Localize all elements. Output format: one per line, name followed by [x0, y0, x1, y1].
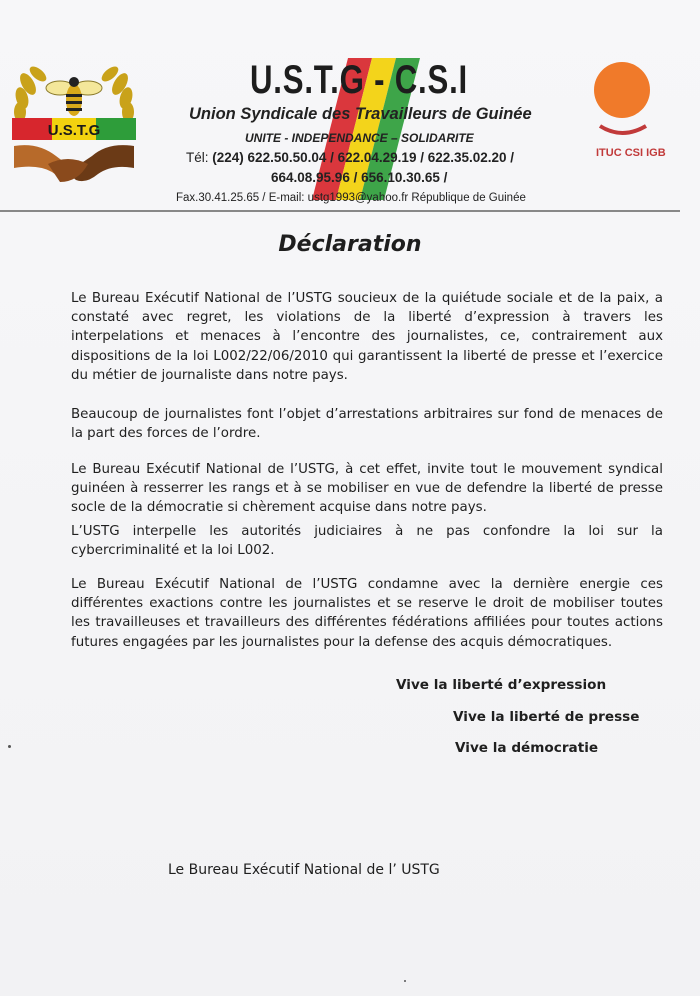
phone-label: Tél:	[186, 150, 209, 165]
ituc-logo-label: ITUC CSI IGB	[596, 147, 666, 159]
fax-email-line: Fax.30.41.25.65 / E-mail: ustg1993@yahoo.fr République de Guinée	[176, 192, 526, 204]
header-title: U.S.T.G - C.S.I	[250, 58, 468, 102]
phone-numbers-1: (224) 622.50.50.04 / 622.04.29.19 / 622.35.02.20 /	[212, 150, 515, 165]
paragraph-5: Le Bureau Exécutif National de l’USTG condamne avec la dernière energie ces différentes exactions contre les journalistes et se reserve le droit de mobiliser toutes les travailleuses et travailleurs des différentes fédérations affiliées pour toutes actions futures engagées par les journalistes pour la defense des acquis démocratiques.	[71, 577, 663, 650]
paragraph-4: L’USTG interpelle les autorités judiciaires à ne pas confondre la loi sur la cybercriminalité et la loi L002.	[71, 524, 663, 559]
ustg-logo-text: U.S.T.G	[47, 122, 101, 139]
scan-speck	[8, 745, 11, 748]
ustg-logo	[8, 64, 140, 196]
slogan-expression: Vive la liberté d’expression	[396, 677, 607, 693]
scan-speck	[404, 980, 406, 982]
paragraph-1: Le Bureau Exécutif National de l’USTG soucieux de la quiétude sociale et de la paix, a constaté avec regret, les violations de la liberté d’expression à travers les interpelations et menaces à l’encontre des journalistes, ce, contrairement aux dispositions de la loi L002/22/06/2010 qui garantissent la liberté de presse et l’exercice du métier de journaliste dans notre pays.	[71, 291, 663, 383]
union-name: Union Syndicale des Travailleurs de Guinée	[189, 105, 532, 123]
signature: Le Bureau Exécutif National de l’ USTG	[168, 862, 440, 878]
slogan-democratie: Vive la démocratie	[455, 740, 599, 756]
paragraph-3: Le Bureau Exécutif National de l’USTG, à cet effet, invite tout le mouvement syndical guinéen à resserrer les rangs et à se mobiliser en vue de defendre la liberté de presse socle de la démocratie si chèrement acquise dans notre pays.	[71, 462, 663, 516]
header-divider	[0, 210, 680, 212]
union-motto: UNITE - INDEPENDANCE – SOLIDARITE	[245, 131, 474, 145]
phone-line-2: 664.08.95.96 / 656.10.30.65 /	[271, 170, 448, 185]
paragraph-2: Beaucoup de journalistes font l’objet d’arrestations arbitraires sur fond de menaces de la part des forces de l’ordre.	[71, 407, 663, 442]
declaration-title: Déclaration	[278, 232, 422, 257]
slogan-presse: Vive la liberté de presse	[453, 709, 640, 725]
phone-line-1	[186, 150, 514, 165]
